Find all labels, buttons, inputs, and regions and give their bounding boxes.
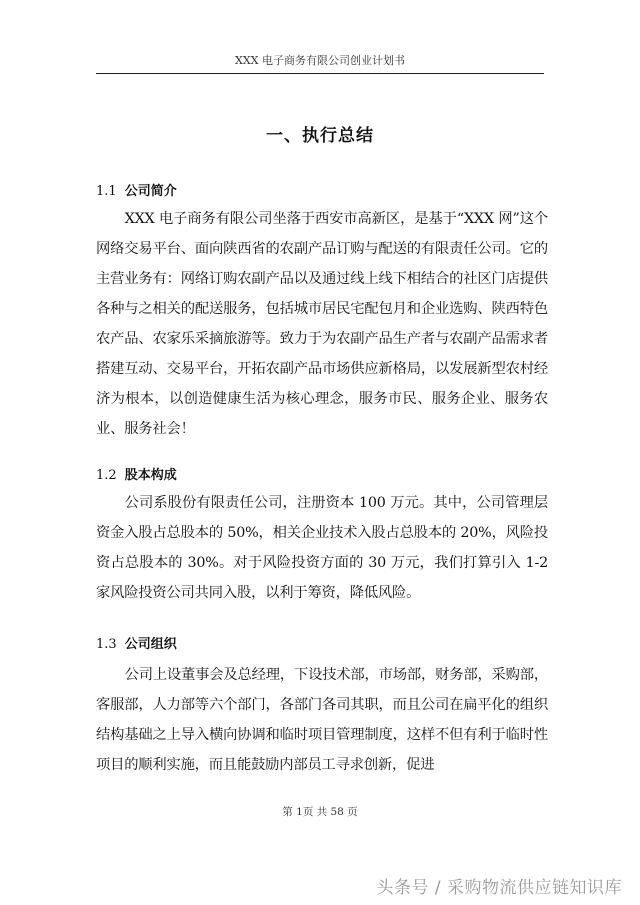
section-paragraph-1-2: 公司系股份有限责任公司，注册资本 100 万元。其中，公司管理层资金入股占总股本的 50%，相关企业技术入股占总股本的 20%，风险投资占总股本的 30%。对于风险投资方面的 30 万元，我们打算引入 1-2 家风险投资公司共同入股，以利于筹资，降低风险。 (96, 495, 548, 601)
section-heading-1-2 (96, 464, 177, 483)
section-paragraph-1-3: 公司上设董事会及总经理，下设技术部，市场部，财务部，采购部，客服部，人力部等六个部门，各部门各司其职，而且公司在扁平化的组织结构基础之上导入横向协调和临时项目管理制度，这样不但有利于临时性项目的顺利实施，而且能鼓励内部员工寻求创新，促进 (96, 667, 548, 773)
section-number: 1.3 (96, 637, 117, 652)
section-title: 公司简介 (124, 184, 177, 199)
section-heading-1-1 (96, 180, 177, 199)
section-title: 股本构成 (124, 468, 177, 483)
header-divider (96, 73, 544, 74)
page-title: 一、执行总结 (266, 126, 374, 146)
watermark: 头条号 / 采购物流供应链知识库 (376, 878, 622, 898)
document-header: XXX 电子商务有限公司创业计划书 (235, 54, 405, 67)
section-heading-1-3 (96, 633, 177, 652)
section-number: 1.2 (96, 468, 117, 483)
section-title: 公司组织 (124, 637, 177, 652)
page-number: 第 1页 共 58 页 (282, 806, 358, 818)
section-paragraph-1-1: XXX 电子商务有限公司坐落于西安市高新区，是基于“XXX 网”这个网络交易平台、面向陕西省的农副产品订购与配送的有限责任公司。它的主营业务有：网络订购农副产品以及通过线上线下相结合的社区门店提供各种与之相关的配送服务，包括城市居民宅配包月和企业选购、陕西特色农产品、农家乐采摘旅游等。致力于为农副产品生产者与农副产品需求者搭建互动、交易平台，开拓农副产品市场供应新格局，以发展新型农村经济为根本，以创造健康生活为核心理念，服务市民、服务企业、服务农业、服务社会！ (96, 211, 548, 437)
section-number: 1.1 (96, 184, 117, 199)
